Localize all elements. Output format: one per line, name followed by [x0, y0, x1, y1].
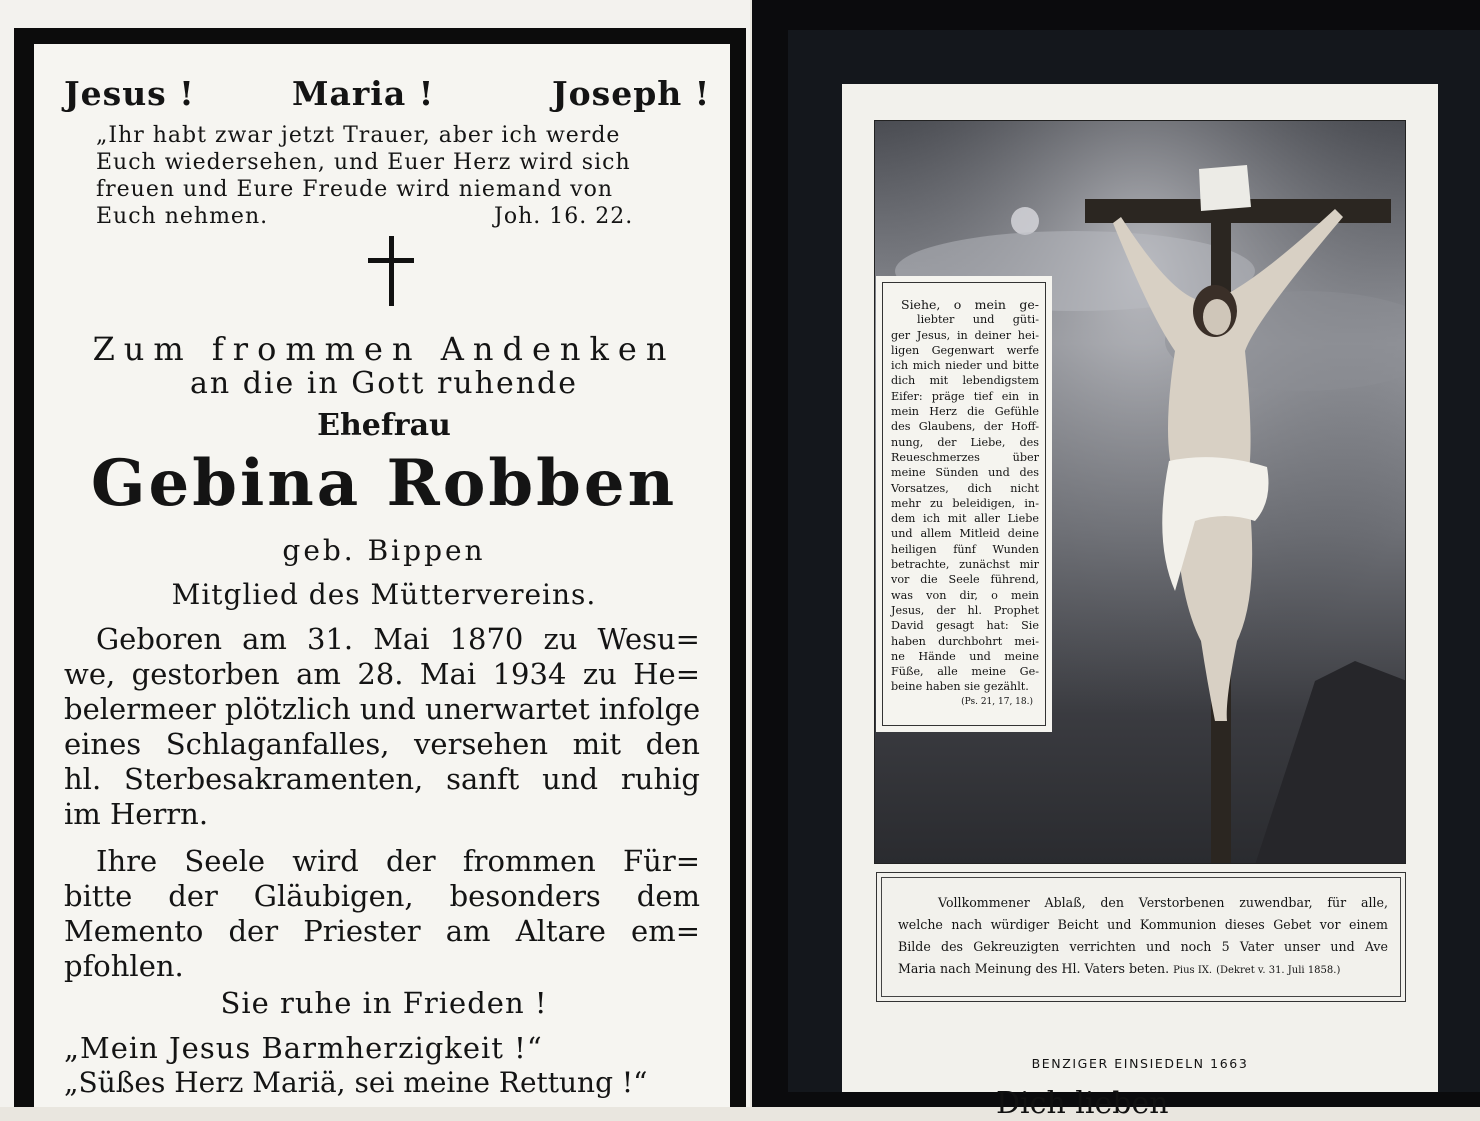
bible-verse-reference: Joh. 16. 22.	[494, 204, 634, 229]
biography-line-5: hl. Sterbesakramenten, sanft und ruhig	[64, 762, 700, 796]
memorial-line-1: Zum frommen Andenken	[92, 330, 676, 368]
intercession-line-4: pfohlen.	[64, 949, 184, 983]
intercession-line-2: bitte der Gläubigen, besonders dem	[64, 879, 700, 913]
membership: Mitglied des Müttervereins.	[171, 578, 597, 611]
intercession-line-3: Memento der Priester am Altare em=	[64, 914, 700, 948]
prayer-line: Füße, alle meine Ge-	[891, 665, 1039, 679]
intercession-line-1: Ihre Seele wird der frommen Für=	[96, 844, 700, 878]
prayer-line: meine Sünden und des	[891, 466, 1039, 480]
prayer-line: Jesus, der hl. Prophet	[891, 603, 1039, 617]
prayer-mercy: „Mein Jesus Barmherzigkeit !“	[64, 1031, 543, 1065]
obituary-card	[34, 44, 730, 1107]
bible-verse-line-3: freuen und Eure Freude wird niemand von	[96, 177, 614, 202]
prayer-line: Reueschmerzes über	[891, 450, 1039, 464]
indulgence-box	[876, 872, 1406, 1002]
maiden-name: geb. Bippen	[282, 534, 486, 567]
prayer-line: ger Jesus, in deiner hei-	[891, 328, 1039, 342]
prayer-line: ligen Gegenwart werfe	[891, 343, 1039, 357]
prayer-line: dem ich mit aller Liebe	[891, 512, 1039, 526]
prayer-line: nung, der Liebe, des	[891, 435, 1039, 449]
prayer-line: vor die Seele führend,	[891, 573, 1039, 587]
prayer-line: beine haben sie gezählt.	[891, 680, 1029, 694]
biography-line-6: im Herrn.	[64, 797, 209, 831]
prayer-reference: (Ps. 21, 17, 18.)	[961, 696, 1033, 707]
indulgence-line: Bilde des Gekreuzigten verrichten und noch 5 Vater unser und Ave	[898, 939, 1388, 954]
prayer-line: heiligen fünf Wunden	[891, 542, 1039, 556]
prayer-line: Eifer: präge tief ein in	[891, 389, 1039, 403]
indulgence-pope: Pius IX.	[1173, 965, 1213, 976]
indulgence-line: welche nach würdiger Beicht und Kommunion dieses Gebet vor einem	[898, 917, 1388, 932]
prayer-sacred-heart: „Süßes Herz Mariä, sei meine Rettung !“	[64, 1066, 648, 1099]
header-joseph: Joseph !	[552, 74, 711, 113]
prayer-line: ne Hände und meine	[891, 649, 1039, 663]
indulgence-line: Vollkommener Ablaß, den Verstorbenen zuwendbar, für alle,	[938, 895, 1388, 910]
indulgence-line	[898, 958, 1388, 982]
prayer-box	[876, 276, 1052, 732]
prayer-line: dich mit lebendigstem	[891, 374, 1039, 388]
deceased-name: Gebina Robben	[90, 446, 678, 521]
biography-line-2: we, gestorben am 28. Mai 1934 zu He=	[64, 657, 700, 691]
bible-verse-line-2: Euch wiedersehen, und Euer Herz wird sich	[96, 150, 631, 175]
deceased-title: Ehefrau	[317, 408, 451, 443]
prayer-line: haben durchbohrt mei-	[891, 634, 1039, 648]
bible-verse-line-1: „Ihr habt zwar jetzt Trauer, aber ich werde	[96, 123, 621, 148]
memorial-line-2: an die in Gott ruhende	[190, 366, 578, 401]
bible-verse-line-4: Euch nehmen.	[96, 204, 269, 229]
indulgence-last-text: Maria nach Meinung des Hl. Vaters beten.	[898, 961, 1170, 976]
cropped-text-below: Dich lieben	[996, 1086, 1169, 1121]
printer-imprint: BENZIGER EINSIEDELN 1663	[1031, 1056, 1249, 1071]
prayer-line: Vorsatzes, dich nicht	[891, 481, 1039, 495]
prayer-line: mehr zu beleidigen, in-	[891, 496, 1039, 510]
prayer-line: Siehe, o mein ge-	[901, 297, 1039, 312]
prayer-line: was von dir, o mein	[891, 588, 1039, 602]
biography-line-3: belermeer plötzlich und unerwartet infolge	[64, 692, 701, 726]
header-maria: Maria !	[292, 74, 435, 113]
biography-line-4: eines Schlaganfalles, versehen mit den	[64, 727, 700, 761]
prayer-line: David gesagt hat: Sie	[891, 619, 1039, 633]
biography-line-1: Geboren am 31. Mai 1870 zu Wesu=	[96, 622, 700, 656]
rest-in-peace: Sie ruhe in Frieden !	[220, 986, 548, 1020]
prayer-line: des Glaubens, der Hoff-	[891, 420, 1039, 434]
header-jesus: Jesus !	[64, 74, 195, 113]
prayer-line: und allem Mitleid deine	[891, 527, 1039, 541]
prayer-line: ich mich nieder und bitte	[891, 359, 1039, 373]
indulgence-decree: (Dekret v. 31. Juli 1858.)	[1216, 965, 1341, 976]
prayer-line: betrachte, zunächst mir	[891, 558, 1039, 572]
prayer-line: liebter und güti-	[917, 313, 1039, 327]
prayer-line: mein Herz die Gefühle	[891, 405, 1039, 419]
